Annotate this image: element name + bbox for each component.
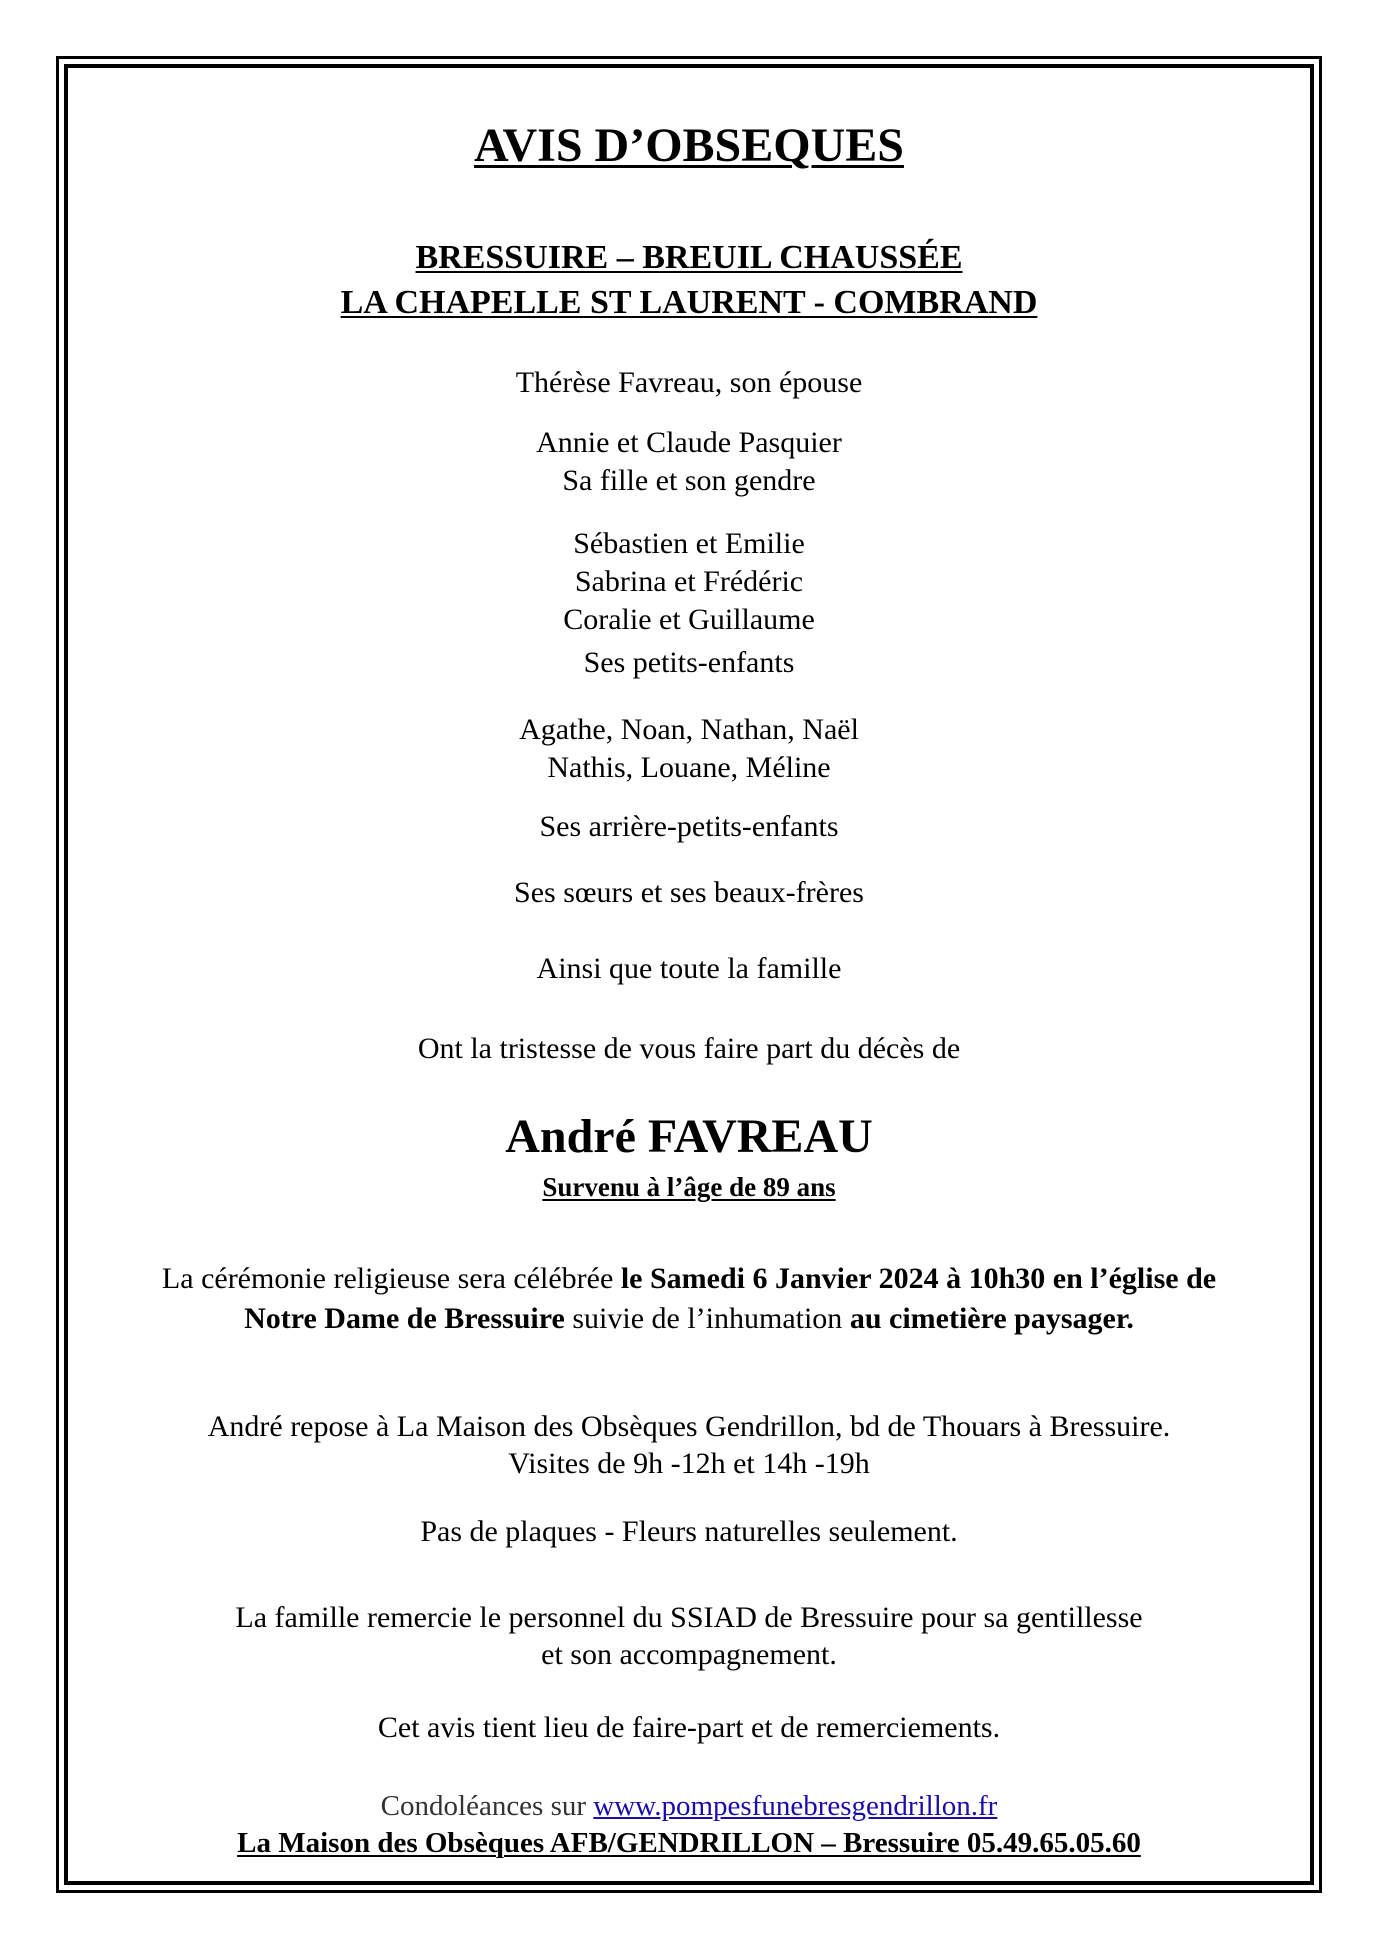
great-grandchild-line-1: Agathe, Noan, Nathan, Naël: [519, 713, 859, 746]
notice-line: Cet avis tient lieu de faire-part et de remerciements.: [377, 1711, 1001, 1744]
spouse-line: Thérèse Favreau, son épouse: [515, 366, 863, 399]
deceased-age: Survenu à l’âge de 89 ans: [542, 1172, 836, 1202]
grandchild-line-2: Sabrina et Frédéric: [574, 565, 804, 598]
grandchildren-relation: Ses petits-enfants: [583, 646, 795, 679]
family-all-line: Ainsi que toute la famille: [536, 952, 842, 985]
ceremony-church: Notre Dame de Bressuire: [244, 1302, 565, 1335]
ceremony-line-1: [68, 1264, 1310, 1294]
ceremony-cemetery: au cimetière paysager.: [849, 1302, 1134, 1335]
ceremony-middle: suivie de l’inhumation: [564, 1302, 850, 1335]
notice-title: AVIS D’OBSEQUES: [474, 119, 904, 172]
announcement-line: Ont la tristesse de vous faire part du décès de: [417, 1032, 961, 1065]
ceremony-line-2: [68, 1304, 1310, 1334]
grandchild-line-1: Sébastien et Emilie: [573, 527, 805, 560]
condolences-label: Condoléances sur: [380, 1790, 594, 1822]
thanks-line-2: et son accompagnement.: [541, 1638, 837, 1671]
great-grandchildren-relation: Ses arrière-petits-enfants: [539, 810, 839, 843]
flowers-line: Pas de plaques - Fleurs naturelles seulement.: [420, 1515, 958, 1548]
siblings-line: Ses sœurs et ses beaux-frères: [514, 876, 864, 909]
daughter-names: Annie et Claude Pasquier: [536, 426, 842, 459]
great-grandchild-line-2: Nathis, Louane, Méline: [547, 751, 831, 784]
footer-contact: La Maison des Obsèques AFB/GENDRILLON – Bressuire 05.49.65.05.60: [237, 1827, 1141, 1859]
condolences-line: [68, 1792, 1310, 1821]
location-line-1: BRESSUIRE – BREUIL CHAUSSÉE: [415, 239, 963, 276]
ceremony-datetime: le Samedi 6 Janvier 2024 à 10h30 en l’église de: [620, 1262, 1217, 1295]
deceased-name: André FAVREAU: [505, 1110, 873, 1163]
location-line-2: LA CHAPELLE ST LAURENT - COMBRAND: [340, 284, 1038, 321]
grandchild-line-3: Coralie et Guillaume: [563, 603, 815, 636]
repose-line-2: Visites de 9h -12h et 14h -19h: [508, 1447, 870, 1480]
website-link[interactable]: www.pompesfunebresgendrillon.fr: [593, 1790, 998, 1822]
repose-line-1: André repose à La Maison des Obsèques Gendrillon, bd de Thouars à Bressuire.: [207, 1410, 1171, 1443]
daughter-relation: Sa fille et son gendre: [562, 464, 816, 497]
thanks-line-1: La famille remercie le personnel du SSIAD de Bressuire pour sa gentillesse: [235, 1601, 1143, 1634]
ceremony-intro: La cérémonie religieuse sera célébrée: [161, 1262, 621, 1295]
obituary-notice: [68, 68, 1310, 1881]
